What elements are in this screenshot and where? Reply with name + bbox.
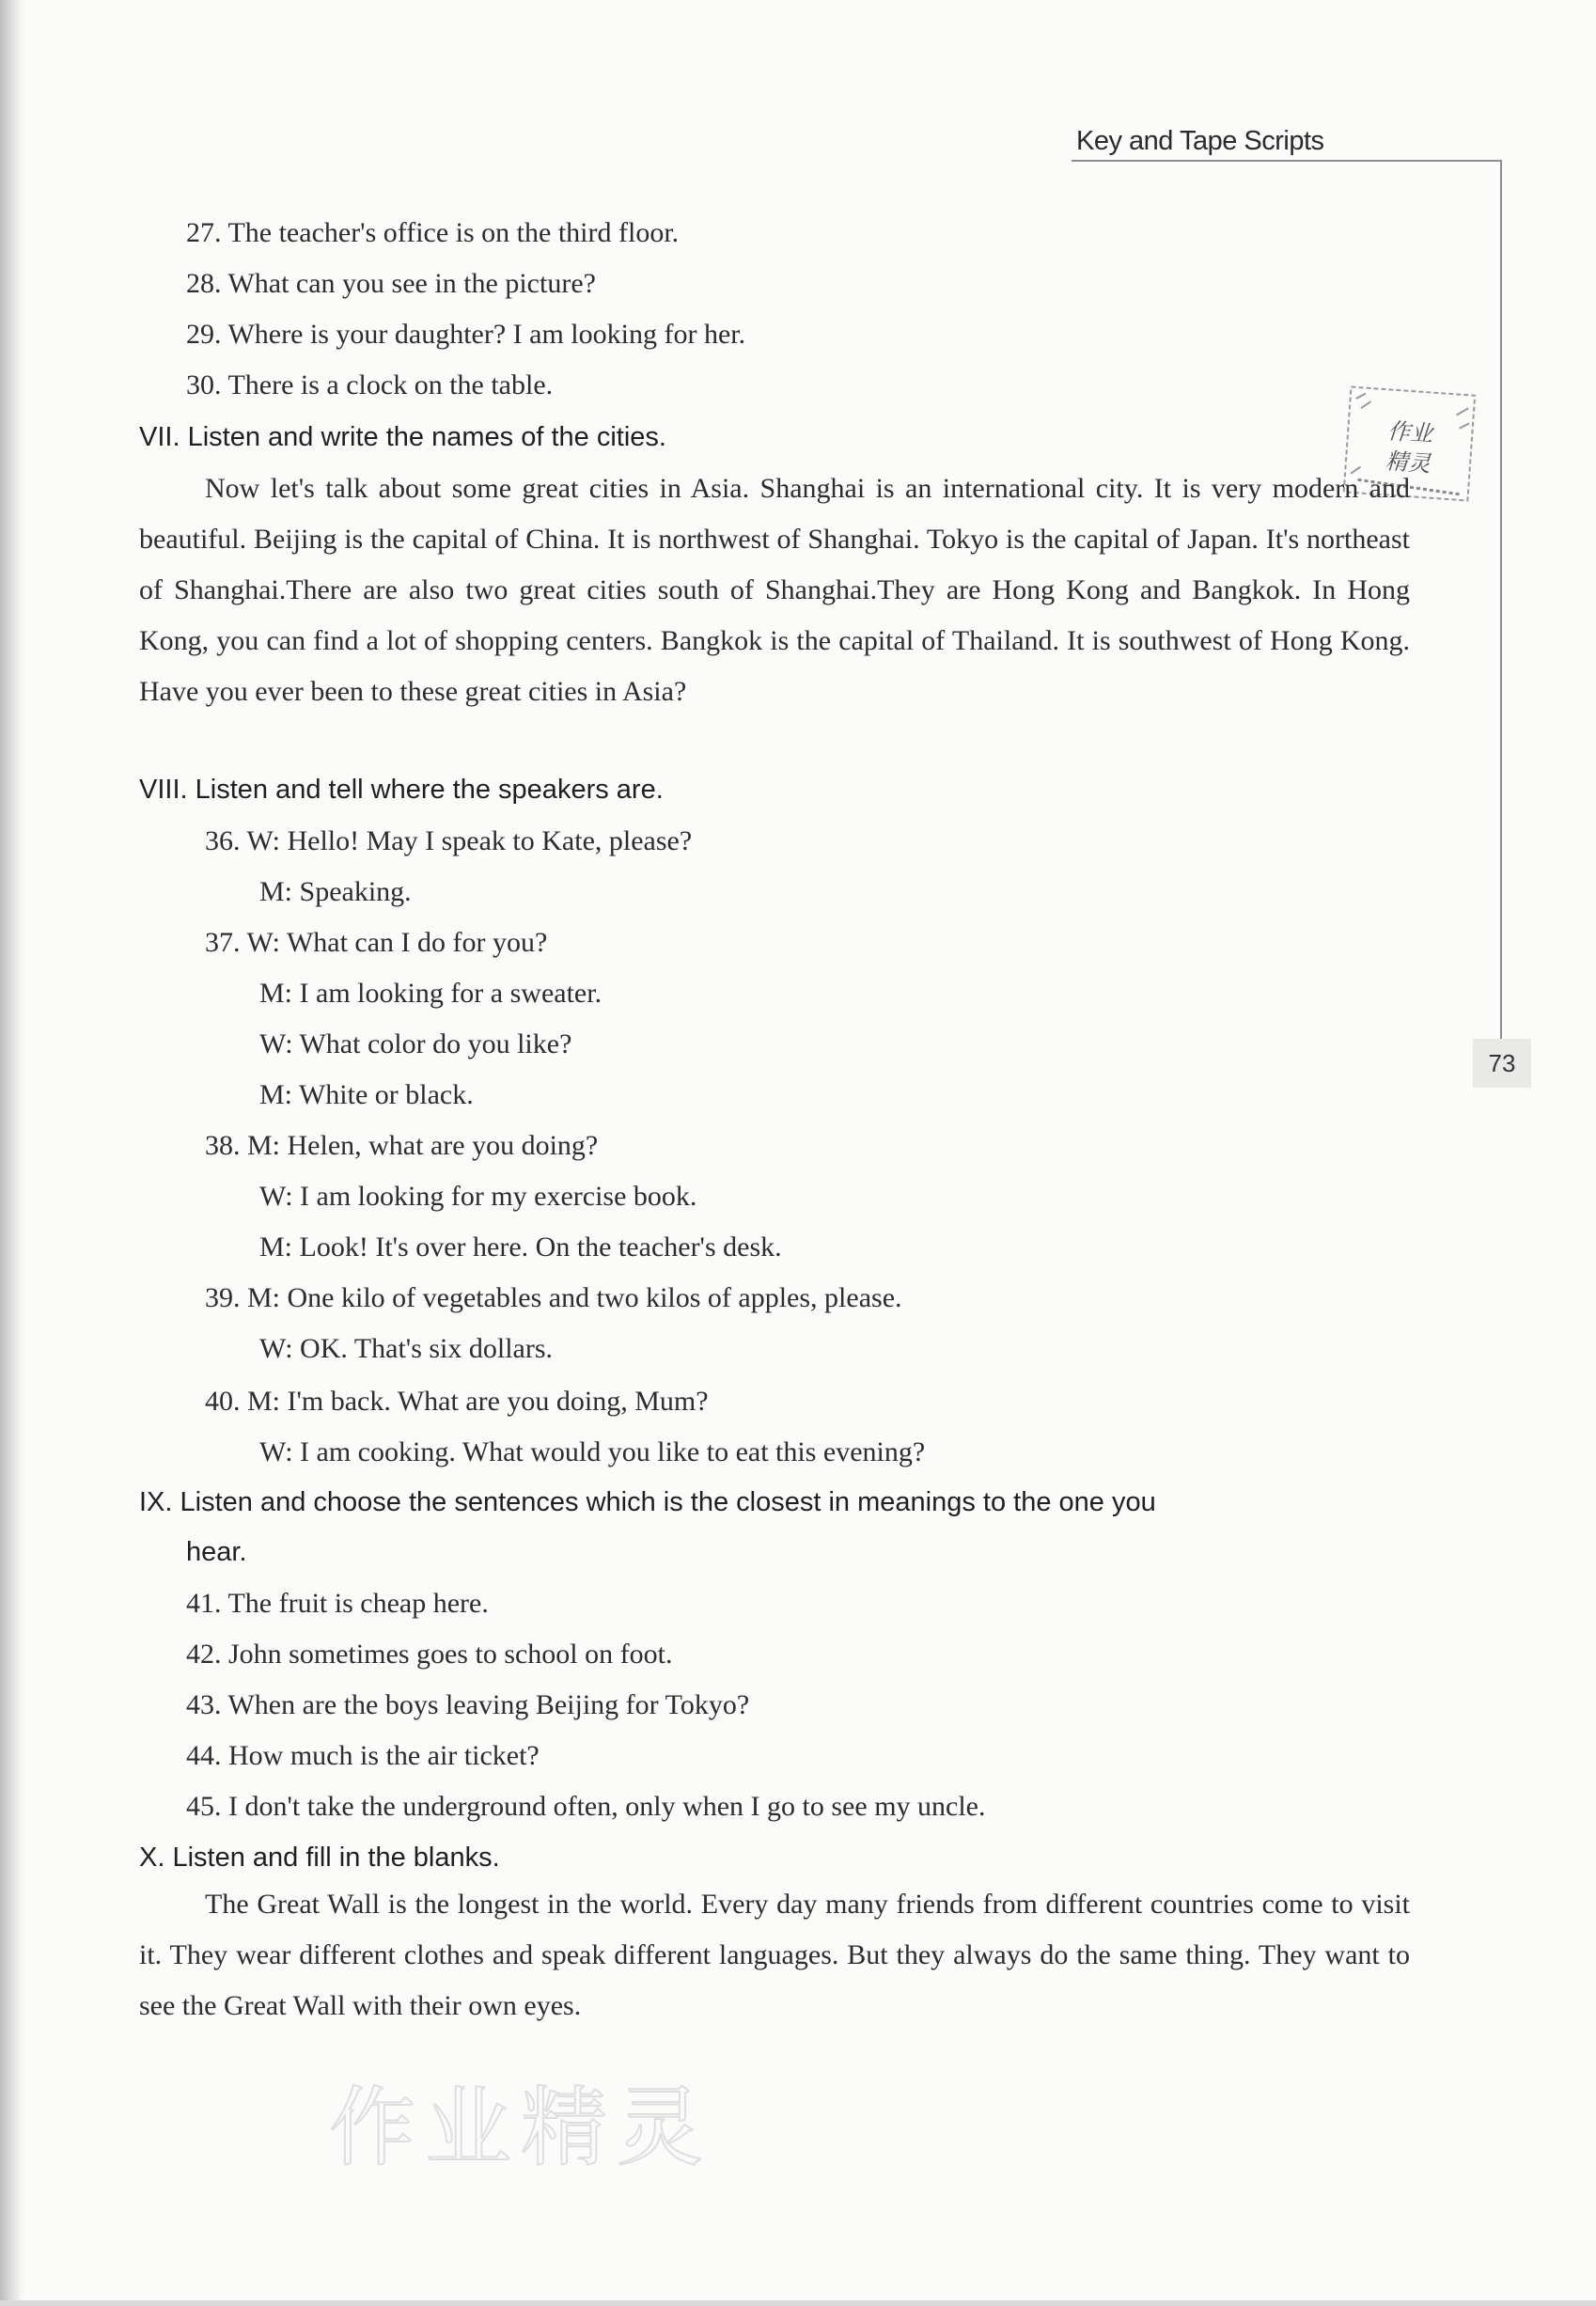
dialogue-40-w: W: I am cooking. What would you like to eat this evening? [259,1436,926,1467]
section-7-heading: VII. Listen and write the names of the cities. [139,422,666,452]
item-27: 27. The teacher's office is on the third floor. [186,217,680,248]
dialogue-39-m: 39. M: One kilo of vegetables and two kilos of apples, please. [205,1282,902,1313]
dialogue-37-w: 37. W: What can I do for you? [205,927,548,958]
dialogue-36-m: M: Speaking. [259,876,412,907]
section-7-paragraph: Now let's talk about some great cities in Asia. Shanghai is an international city. It is very modern and beautiful. Beijing is the capital of China. It is northwest of Shanghai. Tokyo is the capital of Japan. It's northeast of Shanghai.There are also two great cities south of Shanghai.They are Hong Kong and Bangkok. In Hong Kong, you can find a lot of shopping centers. Bangkok is the capital of Thailand. It is southwest of Hong Kong. Have you ever been to these great cities in Asia? [139,473,1410,707]
watermark-logo: 作业精灵 [329,2078,713,2178]
item-45: 45. I don't take the underground often, only when I go to see my uncle. [186,1791,986,1822]
dialogue-37-m2: M: White or black. [259,1079,474,1110]
dialogue-37-m: M: I am looking for a sweater. [259,978,602,1009]
header-rule-horizontal [1072,160,1501,162]
svg-text:作业: 作业 [1386,417,1434,447]
item-28: 28. What can you see in the picture? [186,268,596,299]
dialogue-38-m: 38. M: Helen, what are you doing? [205,1130,599,1161]
item-29: 29. Where is your daughter? I am looking for her. [186,319,746,350]
dialogue-39-w: W: OK. That's six dollars. [259,1333,554,1364]
item-44: 44. How much is the air ticket? [186,1740,540,1771]
item-42: 42. John sometimes goes to school on foot. [186,1639,673,1670]
section-8-heading: VIII. Listen and tell where the speakers are. [139,775,664,805]
section-10-heading: X. Listen and fill in the blanks. [139,1843,500,1873]
dialogue-40-m: 40. M: I'm back. What are you doing, Mum? [205,1386,709,1417]
running-header: Key and Tape Scripts [1076,126,1324,156]
dialogue-37-w2: W: What color do you like? [259,1028,572,1059]
item-43: 43. When are the boys leaving Beijing for Tokyo? [186,1689,750,1720]
item-41: 41. The fruit is cheap here. [186,1588,489,1619]
dialogue-38-w: W: I am looking for my exercise book. [259,1181,697,1212]
svg-text:精灵: 精灵 [1385,447,1432,478]
page-number: 73 [1473,1039,1531,1088]
item-30: 30. There is a clock on the table. [186,369,554,400]
section-10-paragraph: The Great Wall is the longest in the world. Every day many friends from different countries come to visit it. They wear different clothes and speak different languages. But they always do the same thing. They want to see the Great Wall with their own eyes. [139,1889,1410,2021]
header-rule-vertical [1500,160,1502,1039]
bottom-edge [0,2300,1596,2306]
section-9-heading: IX. Listen and choose the sentences which is the closest in meanings to the one you [139,1487,1156,1517]
torn-left-edge [0,0,24,2306]
dialogue-38-m2: M: Look! It's over here. On the teacher's desk. [259,1231,782,1263]
dialogue-36-w: 36. W: Hello! May I speak to Kate, please? [205,825,693,856]
section-9-heading-cont: hear. [186,1537,247,1567]
